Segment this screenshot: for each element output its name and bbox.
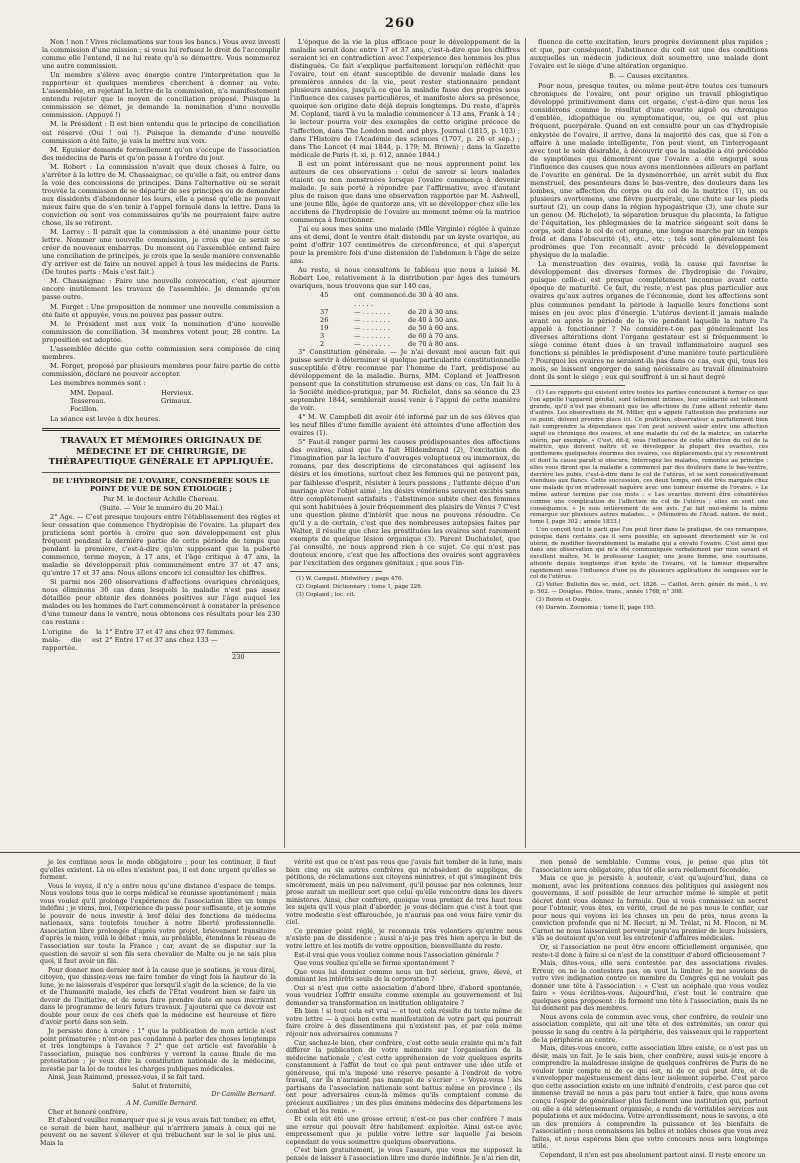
salutation: Salut et fraternité, [132,1082,192,1090]
table-cell: 45 [320,291,329,300]
table-cell: de 50 à 60 ans. [408,323,459,332]
age-table [290,291,520,347]
paragraph: 3° Constitution générale. — Je n'ai devant moi aucun fait qui puisse servir à déterminer si quelque particularité constitutionnelle susceptible d'être reconnue par l'homme de l'art, prédispose au développement de la maladie. Burns, MM. Copland et Jeaffreson pensent que la constitution strumeuse est dans ce cas. Un fait lu à la Société médico-pratique, par M. Richelot, dans sa séance du 23 septembre 1844, semblerait aussi venir à l'appui de cette manière de voir. [290,347,520,413]
age-lead: L'origine de la mala- die est rapportée. [42,627,102,652]
table-cell: de 20 à 30 ans. [408,307,459,316]
paragraph: Cher et honoré confrère, [48,1108,128,1116]
paragraph: rien pensé de semblable. Comme vous, je pense que plus tôt l'association sera obligatoire, plus tôt elle sera réellement fécondée. [532,859,768,874]
section-title: TRAVAUX ET MÉMOIRES ORIGINAUX DE MÉDECINE ET DE CHIRURGIE, DE THÉRAPEUTIQUE GÉNÉRALE ET APPLIQUÉE. [48,436,274,468]
table-row [290,332,520,340]
table-cell: 26 [320,315,329,324]
paragraph: Un membre s'élève avec énergie contre l'interprétation que le rapporteur et quelques membres cherchent à donner au vote. L'assemblée, en rejetant la lettre de la commission, n'a manifestement entendu rejeter que le moyen de conciliation proposé. Puisque la commission se démet, je demande la nomination d'une nouvelle commission. (Appuyé !) [42,71,280,120]
members-list [42,389,280,413]
table-cell: de 70 à 80 ans. [408,339,459,348]
paragraph: Car, sachez-le bien, cher confrère, c'est cette seule crainte qui m'a fait différer la publication de votre mémoire sur l'organisation de la médecine nationale ; c'est cette appréhension de voir quelques esprits constamment à l'affût de tout ce qui peut entraver une idée utile et généreuse, qui m'a imposé une réserve pesante à l'endroit de votre travail, car ils n'auraient pas manqué de s'écrier : « Voyez-vous ! les partisans de l'association nationale sont battus même en province ; ils ont pour adversaires ceux-là mêmes qu'ils comptaient comme de précieux auxiliaires ; un des plus éminens médecins des départemens les combat et les renie. » [286,1039,522,1115]
paragraph: M. Larrey : Il paraît que la commission a été unanime pour cette lettre. Nommer une nouvelle commission, je crois que ce serait se créer de nouveaux embarras. Du moment où l'assemblée entend faire une conciliation de principes, je crois que la seule manière convenable d'y arriver est de faire un nouvel appel à tous les médecins de Paris. (De toutes parts : Mais c'est fait.) [42,228,280,277]
footnote: (3) Boivin et Dugès. [536,596,593,603]
paragraph: M. Chassaignac : Faire une nouvelle convocation, c'est ajourner encore inutilement les travaux de l'assemblée. Je demande qu'on passe outre. [42,277,280,302]
upper-section [0,38,800,848]
paragraph: M. Eguisier demande formellement qu'on s'occupe de l'association des médecins de Paris et qu'on passe à l'ordre du jour. [42,145,280,162]
paragraph: je les continue sous le mode obligatoire ; pour les continuer, il faut qu'elles existent. Là où elles n'existent pas, il est donc urgent qu'elles se forment. [40,859,276,882]
paragraph: 5° Faut-il ranger parmi les causes prédisposantes des affections des ovaires, ainsi que l'a fait Hildembrand (2), l'excitation de l'imagination par la lecture d'ouvrages voluptueux ou immoraux, de romans, par des descriptions de circonstances qui agissent les désirs et les émotions, surtout chez les femmes qui ne peuvent pas, par faiblesse d'esprit, résister à leurs passions ; l'attente déçue d'un mariage avec l'objet aimé ; les désirs vénériens souvent excités sans être complètement satisfaits ; l'abstinence subite chez des femmes qui sont habituées à jouir fréquemment des plaisirs de Vénus ? C'est une question pleine d'intérêt que nous ne pouvons résoudre. Ce qu'il y a de certain, c'est que des nombreuses autopsies faites par Walter, il résulte que chez les prostituées les ovaires sont rarement exempts de quelque lésion organique (3). Parent Duchatelet, que j'ai consulté, ne nous apprend rien à ce sujet. Ce qui n'est pas douteux encore, c'est que les affections des ovaires sont aggravées par l'excitation des organes génitaux ; que sous l'in- [290,438,520,567]
signature: Dr Camille Bernard. [211,1091,276,1099]
paragraph: J'ai eu sous mes soins une malade (Mlle Virginie) réglée à quinze ans et demi, dont le ventre était distendu par un kyste ovarique, au point d'offrir 107 centimètres de circonférence, et qui s'aperçut pour la première fois d'une distension de l'abdomen à l'âge de seize ans. [290,225,520,266]
paragraph: Et d'abord veuillez remarquer que si je vous avais fait tomber, en effet, ce serait de bien haut, malheur qui n'arrivera jamais à ceux qui ne peuvent ou ne savent s'élever et qui trébuchent sur le sol le plus uni. Mais la [40,1117,276,1147]
table-cell: — . . . . . . . [354,331,390,340]
paragraph: Que vous lui donniez comme nous un but sérieux, grave, élevé, et dominant les intérêts seuls de la corporation ? [286,968,522,984]
paragraph: Mais, dites-vous, elle sera contestée par des associations rivales. Erreur, on ne la contestera pas, on veut la limiter. Je me souviens de votre vive indignation contre ce membre du Congrès qui ne voulait pas donner une tête à l'association : « C'est un acéphale que vous voulez faire » vous écriâtes-vous. Aujourd'hui, c'est tout le contraire que quelques gens proposent : ils forment une tête à l'association, mais ils ne lui donnent pas des membres. [532,960,768,1013]
paragraph: Oui si n'est que cette association d'abord libre, d'abord spontanée, vous voudriez l'offrir ensuite comme exemple au gouvernement et lui demander sa transformation en institution obligatoire ? [286,984,522,1007]
table-cell: — . . . . . . . [354,315,390,324]
paragraph: Non ! non ! Vives réclamations sur tous les bancs.) Vous avez investi la commission d'une mission ; si vous lui refusez le droit de l'accomplir comme elle l'entend, il ne lui reste qu'à se démettre. Vous nommerez une autre commission. [42,38,280,71]
paragraph: La menstruation des ovaires, voilà la cause qui favorise le développement des diverses formes de l'hydropisie de l'ovaire, puisque celle-ci est presque complètement inconnue avant cette époque de maturité. Ce fait, du reste, n'est pas plus particulier aux ovaires qu'aux autres organes de l'économie, dont les affections sont plus communes pendant la période à laquelle leurs fonctions sont mises en jeu avec plus d'énergie. L'utérus devient-il jamais malade avant ou après la période de la vie pendant laquelle la nature l'a appelé à fonctionner ? Ne considère-t-on pas généralement les diverses altérations dont l'organe gestateur est si fréquemment le siège comme étant dues à un travail inflammatoire auquel ses fonctions si pénibles le prédisposent d'une manière toute particulière ? Pourquoi les ovaires ne seraient-ils pas dans ce cas, eux qui, tous les mois, se laissent engorger de sang nécessaire au travail éliminatoire dont ils sont le siège ; eux qui souffrent à un si haut degré [530,260,768,381]
paragraph: 2° Age. — C'est presque toujours entre l'établissement des règles et leur cessation que commence l'hydropisie de l'ovaire. La plupart des praticiens sont portés à croire que son développement est plus fréquent pendant la dernière partie de cette période de temps que pendant la première, c'est-à-dire qu'en supposant que la puberté commence, terme moyen, à 17 ans, et l'âge critique à 47 ans, la maladie se développerait plus communément entre 37 et 47 ans, qu'entre 17 et 37 ans. Nous allons encore ici consulter les chiffres. [42,512,280,578]
column-3 [530,38,768,612]
footnote: L'on conçoit tout le parti que l'on peut tirer dans la pratique, de ces remarques, puisque dans certains cas il sera possible, en agissant directement sur le col utérin, de modifier favorablement la maladie qui a envahi l'ovaire. C'est ainsi que dans une observation qui m'a été communiquée verbalement par mon savant et excellent maître, M. le professeur Laugier, une jeune femme, une courtisane, atteinte depuis longtemps d'un kyste de l'ovaire, vit la tumeur disparaître rapidement sous l'influence d'une ou de plusieurs applications de sangsues sur le col de l'utérus. [530,526,768,581]
footnote: (2) Copland. Dictionnary ; tome 1, page 226. [296,583,423,590]
paragraph: Eh bien ! si tout cela est vrai — et tout cela résulte du texte même de votre lettre — à quoi bon cette manifestation de votre part qui pourrait faire croire à des dissentimens qui n'existent pas, et par cela même réjouir nos adversaires communs ? [286,1008,522,1039]
members-intro: Les membres nommés sont : [50,378,146,387]
bottom-column-3 [532,859,768,1160]
footnote: (3) Copland ; loc. cit. [296,591,356,598]
paragraph: Si parmi nos 260 observations d'affections ovariques chroniques, nous éliminons 30 cas dans lesquels la maladie n'est pas assez détaillée pour obtenir des données positives sur l'âge auquel les malades ou les hommes de l'art commencèrent à constater la présence d'une tumeur dans le ventre, nous obtenons ces résultats pour les 230 cas restans : [42,578,280,627]
paragraph: M. le Président : Il est bien entendu que le principe de conciliation est réservé (Oui ! oui !). Puisque la demande d'une nouvelle commission a été faite, je vais la mettre aux voix. [42,120,280,145]
table-row [290,324,520,332]
paragraph: L'assemblée décide que cette commission sera composée de cinq membres. [42,344,280,361]
paragraph: Et cela eût été une grosse erreur, n'est-ce pas cher confrère ? mais une erreur qui pouvait être habilement exploitée. Ainsi est-ce avec empressement que je publie votre lettre sur laquelle j'ai besoin cependant de vous soumettre quelques observations. [286,1116,522,1146]
paragraph: Nous avons cela de commun avec vous, cher confrère, de vouloir une association complète, qui ait une tête et des extrémités, un cœur qui pousse le sang du centre à la périphérie, des vaisseaux qui le rapportent de la périphérie au centre. [532,1013,768,1044]
table-cell: — . . . . . . . [354,307,390,316]
section-divider [42,428,280,431]
column-1 [42,38,280,661]
paragraph: Au reste, si nous consultons le tableau que nous a laissé M. Robert Lee, relativement à la distribution par âges des tumeurs ovariques, nous trouvons que sur 140 cas, [290,266,520,291]
paragraph: L'époque de la vie la plus efficace pour le développement de la maladie serait donc entre 17 et 37 ans, c'est-à-dire que les chiffres seraient ici en contradiction avec l'expérience des hommes les plus distingués. Ce fait s'explique parfaitement lorsqu'on réfléchit que l'ovaire, tout en étant susceptible de devenir malade dans les premières années de la vie, peut rester stationnaire pendant plusieurs années, jusqu'à ce que la maladie fasse des progrès sous l'influence des causes particulières, et manifeste alors sa présence, quoique son origine date déjà depuis longtemps. Du reste, d'après M. Copland, tiard à vu la maladie commencer à 13 ans, Frank à 14 ; le lecteur pourra voir des exemples de cette origine précoce de l'affection, dans The London med. and phys. Journal (1815, p. 103) ; dans l'Histoire de l'Académie des sciences (1707, p. 26 et sep.) ; dans The Lancet (4 mai 1844, p. 179; M. Brown) ; dans la Gazette médicale de Paris (t. xi, p. 612, année 1844.) [290,38,520,159]
footnote: (4) Darwin. Zoonomia ; tome II, page 195. [536,604,656,611]
article-title: DE L'HYDROPISIE DE L'OVAIRE, CONSIDÉRÉE SOUS LE POINT DE VUE DE SON ÉTIOLOGIE ; [52,476,270,493]
paragraph: Je persiste donc à croire : 1° que la publication de mon article n'est point prématurée ; n'est-on pas condamné à parler des choses longtemps et très longtemps à l'avance ? 2° que cet article est favorable à l'association, puisque nos confrères y verront la cause finale de ma protestation ; je veux dire la constitution nationale de la médecine, investie par la loi de toutes les charges publiques médicales. [40,1028,276,1073]
age-total: 230 [232,652,280,661]
member-name: Focillon. [70,405,99,414]
subsection-heading: B. — Causes excitantes. [609,72,689,81]
paragraph: fluence de cette excitation, leurs progrès deviennent plus rapides ; et que, par conséquent, l'abstinence du coït est une des conditions auxquelles un médecin judicieux doit soumettre une malade dont l'ovaire est le siège d'une altération organique. [530,38,768,71]
member-name: MM. Depaul. [70,388,114,397]
paragraph: M. Forget, proposé par plusieurs membres pour faire partie de cette commission, déclare ne pouvoir accepter. [42,361,280,378]
bottom-column-2 [286,859,522,1163]
table-row [290,340,520,348]
table-row [290,316,520,324]
article-suite: (Suite. — Voir le numéro du 20 Mai.) [99,503,223,512]
article-author: Par M. le docteur Achille Chereau. [103,494,219,503]
footnote: (1) Les rapports qui existent entre toutes les parties concourant à former ce que l'on appelle l'appareil génital, sont tellement intimes, leur solidarité est tellement grande, qu'il n'est pas étonnant que les affections de l'une aillent retentir dans d'autres. Les observations de M. Miller, qui a appelé l'attention des praticiens sur ce point, doivent prendre place ici. Ce praticien, observateur a parfaitement bien fait comprendre la dépendance que l'on peut souvent saisir entre une affection aiguë ou chronique des ovaires, et une maladie du col de la matrice, un catarrhe utérin, par exemple. « C'est, dit-il, sous l'influence de cette affection du col de la matrice, que doivent naître et se développer la plupart des ovarites, ces gonflemens quelquefois énormes des ovaires, ces déplacements qui s'y rencontrent et dont la cause paraît si obscure. Interrogez les malades, remontez au principe : elles vous diront que la maladie a commencé par des douleurs dans le bas-ventre, derrière les pubis, c'est-à-dire dans le col de l'utérus, et se sont consécutivement étendues aux flancs. Cette succession, ces deux temps, ont été très marqués chez une malade qu'on m'adressait naguère avec une tumeur énorme de l'ovaire. » Le même auteur termine par ces mots : « Les ovarites doivent être considérées comme une complication de l'affection du col de l'utérus ; elles en sont une conséquence. » Je suis entièrement de son avis. J'ai fait moi-même la même remarque sur plusieurs autres malades... » (Mémoires de l'Acad. nation. de méd., tome I, page 302 ; année 1833.) [530,389,768,526]
paragraph: M. Forget : Une proposition de nommer une nouvelle commission a été faite et appuyée, vous ne pouvez pas passer outre. [42,302,280,319]
table-cell: 3 [320,331,325,340]
paragraph: Mais ce que je persiste à soutenir, c'est qu'aujourd'hui, dans ce moment, avec les prétentions connues des politiques qui assiègent nos gouvernans, il soit possible de leur arracher même le simple et petit décret dont vous donnez la formule. Que si vous connaissez un secret pour l'obtenir, vous êtes, en vérité, cruel de ne pas nous le confier, car pour nous qui voyons ici les choses un peu de près, nous avons la conviction profonde que ni M. Recurt, ni M. Trélat, ni M. Flocon, ni M. Carnot ne nous laisseraient pervenir jusqu'au premier de leurs huissiers, s'ils se doutaient qu'on veut les entretenir d'affaires médicales. [532,875,768,943]
paragraph: C'est bien gratuitement, je vous l'assure, que vous me supposez la pensée de laisser à l'association libre une durée indéfinie. Je n'ai rien dit, [286,1147,522,1162]
paragraph: Or, si l'association ne peut être encore officiellement organisée, que reste-t-il donc à faire si ce n'est de la constituer d'abord officieusement ? [532,944,768,959]
table-cell: ont commencé. . . . . . [354,291,408,308]
table-cell: de 30 à 40 ans. [408,291,459,300]
paragraph: Que vous vouliez qu'elle se forme spontanément ? [294,960,454,968]
paragraph: Pour donner mon dernier mot à la cause que je soutiens, je vous dirai, citoyen, que dussiez-vous me faire tomber de vingt fois la hauteur de la lune, je ne laisserais d'espérer que lorsqu'il s'agit de la science, de la vie et de l'humanité malade, les chefs de l'État voudront bien se faire un devoir de l'initiative, et de nous faire prendre date en nous inscrivant dans le programme de leurs futurs travaux. J'ajouterai que ce devoir est double pour ceux de ces chefs que la médecine est heureuse et fière d'avoir porté dans son sein. [40,966,276,1027]
table-row [290,308,520,316]
paragraph: M. Robert : La commission n'avait que deux choses à faire, ou s'arrêter à la lettre de M. Chassaignac, ce qu'elle a fait, ou entrer dans la voie des concessions de principes. Dans l'alternative où se serait trouvée la commission de se départir de ses principes ou de demander aux dissidents d'abandonner les leurs, elle a pensé qu'elle ne pouvait mieux faire que de s'en tenir à l'appel formulé dans la lettre. Dans la conviction où sont vos commissaires qu'ils ne pourraient faire autre chose, ils se retirent. [42,162,280,228]
paragraph: Il est un point intéressant que ne nous apprennent point les auteurs de ces observations : celui de savoir si leurs malades étaient ou non menstruées lorsque l'ovaire commença à devenir malade. Je suis porté à répondre par l'affirmative, avec d'autant plus de raison que dans une observation rapportée par M. Ashwell, une jeune fille, âgée de quatorze ans, vit se développer chez elle les accidens de l'hydropisie de l'ovaire au moment même où la matrice commença à fonctionner. [290,159,520,225]
footnote: (2) Velter. Bulletin des sc. méd., oct. 1826. — Caillot. Arch. génér. de méd., t. xv, p. 562. — Douglas. Philos. trans., année 1768, n° 308. [530,582,768,596]
addressee: A M. Camille Bernard. [126,1099,198,1107]
paragraph: Vous le voyez, il n'y a entre nous qu'une distance d'espace de temps. Nous voulons tous que le corps médical se réunisse spontanément ; mais vous voulez qu'il prolonge l'expérience de l'association libre un temps indéfini ; je viens, moi, l'expérience du passé pour suffisante, et je somme le pouvoir de nous investir à bref délai des fonctions de médecins nationaux, sans toutefois toucher à notre liberté professionnelle. Association libre prolongée d'après votre projet, brièvement transitoire d'après le mien, voilà le débat : mais, au préalable, étendons le réseau de l'association sur toute la France ; car, avant de se disputer sur la question de savoir si son fils sera chevalier de Malte ou je ne sais plus quoi, il faut avoir un fils. [40,882,276,966]
footnote: (1) W. Campell. Midwifery ; page 476. [296,576,404,583]
age-line: 1° Entre 37 et 47 ans chez 97 femmes. [105,627,235,636]
age-summary [42,628,280,652]
paragraph: Est-il vrai que vous vouliez comme nous l'association générale ? [294,951,499,959]
paragraph: M. le Président met aux voix la nomination d'une nouvelle commission de conciliation. 34 membres votent pour, 28 contre. La proposition est adoptée. [42,319,280,344]
member-name: Tessereau. [70,397,106,406]
column-rule [284,38,285,848]
paragraph: Cependant, il n'en est pas absolument partout ainsi. Il reste encore un [540,1151,766,1159]
paragraph: vérité est que ce n'est pas vous que j'avais fait tomber de la lune, mais bien cinq ou six autres confrères qui m'obsèdent de supplique, de pétitions, de réclamations aux citoyens ministres, et qui s'imaginent très sincèrement, mais un peu naïvement, qu'il pousse par nos colonnes, leur prose aurait un meilleur sort que celui qu'elle rencontre dans les divers ministères. Ainsi, cher confrère, quoique vous preniez de très haut tous les sujets qu'il vous plait d'aborder, je vous déclare que c'est à tout que votre modestie s'est effarouchée, je n'aurais pas osé vous faire venir du ciel. [286,859,522,927]
column-2 [290,38,520,599]
member-name: Grimaux. [161,397,192,406]
page-number: 260 [384,16,416,31]
table-cell: — . . . . . . . [354,323,390,332]
footnote-divider [530,385,625,386]
table-cell: de 60 à 70 ans. [408,331,459,340]
table-row [290,291,520,307]
member-name: Hervieux. [161,388,194,397]
session-closing: La séance est levée à dix heures. [50,415,161,424]
paragraph: 4° M. W. Campbell dit avoir été informé par un de ses élèves que les neuf filles d'une famille avaient été atteintes d'une affection des ovaires (1). [290,413,520,438]
age-lines [105,628,235,652]
table-cell: de 40 à 50 ans. [408,315,459,324]
age-line: 2° Entre 17 et 37 ans chez 133 — [105,635,218,644]
paragraph: Mais, dites-vous encore, cette association libre existe, ce n'est pas un désir, mais un fait. Je le sais bien, cher confrère, aussi suis-je encore à comprendre la maladresse insigne de quelques confrères de Paris de ne vouloir tenir compte ni de ce qui est, ni de ce qui peut être, et de s'envelopper majestueusement dans leur isolement superbe. C'est parce que cette association existe en une infinité d'endroits, c'est parce que cet immense travail ne nous a pas paru tout entier à faire, que nous avons conçu l'espoir de généraliser plus facilement une institution qui, partout où elle a été sérieusement organisée, a rendu de véritables services aux populations et aux médecins. Votre arrondissement, nous le savons, a été un des premiers à comprendre la puissance et les bienfaits de l'association ; nous connaissons les belles et nobles choses que vous avez faites, et nous espérons bien que votre concours nous sera longtemps utile. [532,1045,768,1151]
table-cell: 19 [320,323,329,332]
column-rule [525,38,526,848]
table-cell: — . . . . . . . [354,339,390,348]
lower-section [0,852,800,1162]
paragraph: Pour nous, presque toutes, ou même peut-être toutes ces tumeurs chroniques de l'ovaire, ont pour origine un travail phlogistique développé primitivement dans cet organe, c'est-à-dire que nous les considérons comme le résultat d'une ovarite aiguë ou chronique d'emblée, idiopathique ou symptomatique, ou, ce qui est plus fréquent, puerpérale. Quand on est consulté pour un cas d'hydropisie enkystée de l'ovaire, il arrive, dans la majorité des cas, que si l'on a affaire à une malade intelligente, l'on peut vient, en l'interrogeant avec tout le soin désirable, à découvrir que la maladie a été précédée de symptômes qui démontrent que l'ovaire a été engorgé sous l'influence des causes que nous avons mentionnées ailleurs en parlant de l'ovarite en général. De la dysménorrhée, un arrêt subit du flux menstruel, des pesanteurs dans le bas-ventre, des douleurs dans les lombes, une affection du corps ou du col de la matrice (1), un ou plusieurs avortemens, une fièvre puerpérale, une chute sur les pieds surtout (2), un coup dans la région hypogastrique (3), une chute sur un genou (M. Richelot), la séparation brusque du placenta, la fatigue de l'équitation, les phlegmasies de la matrice siégeant soit dans le corps, soit dans le col de cet organe, une longue marche par un temps froid et dans l'obscurité (4), etc., etc. ; tels sont généralement les prodrômes que l'on reconnaît avoir précédé le développement physique de la maladie. [530,82,768,260]
paragraph: Ce premier point réglé, je reconnais très volontiers qu'entre nous n'existe pas de dissidence ; aussi n'ai-je pas très bien aperçu le but de votre lettre et les motifs de votre opposition, bienveillante du reste. [286,927,522,951]
paragraph: Ainsi, Jean Raimond, pressez-vous, il se fait tard. [48,1074,205,1082]
footnote-divider [290,571,382,572]
bottom-column-1 [40,859,276,1148]
table-cell: 2 [320,339,325,348]
table-cell: 37 [320,307,329,316]
divider [42,472,280,473]
